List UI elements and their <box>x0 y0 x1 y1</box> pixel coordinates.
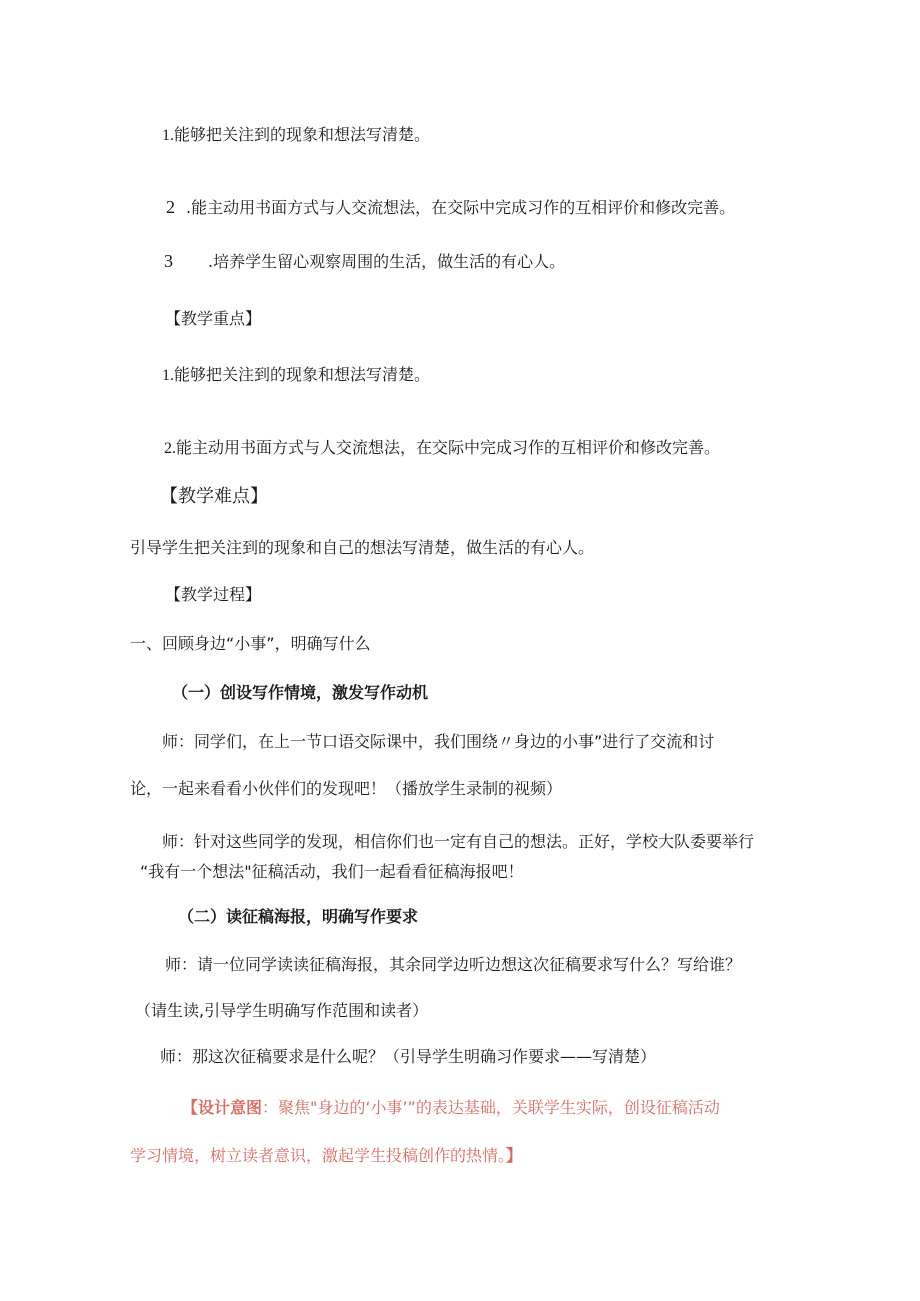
design-intent-end: 】 <box>506 1146 523 1165</box>
difficulty-heading: 【教学难点】 <box>160 486 268 507</box>
key-point-1-text: 能够把关注到的现象和想法写清楚。 <box>174 365 431 384</box>
subsection-2-title: （二）读征稿海报，明确写作要求 <box>178 907 419 926</box>
key-point-2-text: 能主动用书面方式与人交流想法，在交际中完成习作的互相评价和修改完善。 <box>176 438 721 457</box>
paragraph-2-line-1: 师：针对这些同学的发现，相信你们也一定有自己的想法。正好，学校大队委要举行 <box>162 832 755 851</box>
key-point-1-number: 1. <box>162 367 174 384</box>
design-intent-line-1 <box>182 1097 720 1119</box>
objective-3-number: 3 <box>164 251 173 271</box>
paragraph-1-line-1: 师：同学们，在上一节口语交际课中，我们围绕〃身边的小事”进行了交流和讨 <box>162 732 715 751</box>
subsection-1-title: （一）创设写作情境，激发写作动机 <box>172 683 429 702</box>
process-heading: 【教学过程】 <box>165 585 262 604</box>
key-point-2 <box>164 437 720 460</box>
design-intent-line-2 <box>130 1145 522 1167</box>
objective-1 <box>162 124 430 147</box>
objective-2 <box>166 196 735 219</box>
key-points-heading: 【教学重点】 <box>165 309 262 328</box>
objective-1-text: 能够把关注到的现象和想法写清楚。 <box>174 125 431 144</box>
paragraph-4: 师：那这次征稿要求是什么呢？（引导学生明确习作要求——写清楚） <box>160 1047 657 1066</box>
paragraph-3-line-2: （请生读,引导学生明确写作范围和读者） <box>135 1001 429 1020</box>
objective-3-text: .培养学生留心观察周围的生活，做生活的有心人。 <box>208 252 566 271</box>
objective-2-number: 2 <box>166 197 175 217</box>
paragraph-3-line-1: 师：请一位同学读读征稿海报，其余同学边听边想这次征稿要求写什么？写给谁？ <box>165 955 742 974</box>
paragraph-2-line-2: “我有一个想法"征稿活动，我们一起看看征稿海报吧！ <box>140 862 524 881</box>
design-intent-text-1: ：聚焦"身边的‘小事’”的表达基础，关联学生实际，创设征稿活动 <box>262 1098 720 1117</box>
section-1-title: 一、回顾身边“小事”，明确写什么 <box>130 634 371 653</box>
objective-2-text: .能主动用书面方式与人交流想法，在交际中完成习作的互相评价和修改完善。 <box>186 198 736 217</box>
objective-1-number: 1. <box>162 127 174 144</box>
paragraph-1-line-2: 论，一起来看看小伙伴们的发现吧！（播放学生录制的视频） <box>130 779 563 798</box>
objective-3 <box>164 250 565 273</box>
key-point-1 <box>162 364 430 387</box>
key-point-2-number: 2. <box>164 440 176 457</box>
design-intent-text-2: 学习情境，树立读者意识，激起学生投稿创作的热情。 <box>130 1146 507 1165</box>
difficulty-text: 引导学生把关注到的现象和自己的想法写清楚，做生活的有心人。 <box>130 538 595 557</box>
design-intent-label: 【设计意图 <box>182 1098 263 1117</box>
